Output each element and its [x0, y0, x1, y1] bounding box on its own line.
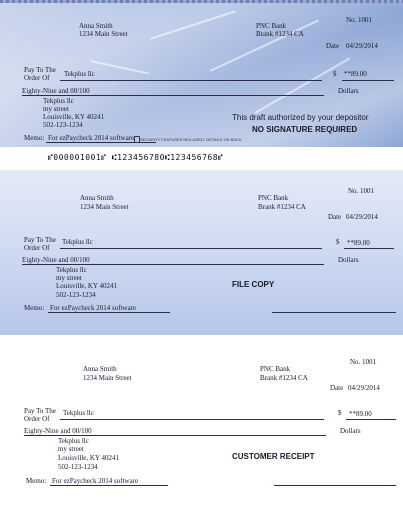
authorized-note: This draft authorized by your depositor — [232, 113, 369, 122]
memo-label: Memo: — [26, 477, 47, 485]
order-of-label: Order Of — [24, 244, 50, 252]
bank-name: PNC Bank — [260, 365, 291, 373]
payee-name: Tekplus llc — [56, 266, 87, 274]
payer-address: 1234 Main Street — [79, 30, 128, 38]
payee-name: Tekplus llc — [58, 437, 89, 445]
security-border — [0, 0, 403, 3]
payee-street: my street — [43, 105, 69, 113]
amount-words: Eighty-Nine and 00/100 — [22, 256, 90, 264]
check-date: 04/29/2014 — [346, 213, 378, 221]
pay-to-label: Pay To The — [24, 66, 56, 74]
check-number: No. 1001 — [346, 16, 373, 24]
order-of-label: Order Of — [24, 415, 50, 423]
bank-name: PNC Bank — [258, 194, 289, 202]
memo-label: Memo: — [24, 134, 45, 142]
bank-branch: Brank #1234 CA — [260, 374, 308, 382]
security-note: SECURITY FEATURES INCLUDED. DETAILS ON BACK — [140, 137, 242, 142]
memo-text: For ezPaycheck 2014 software — [50, 304, 137, 312]
currency-sign: $ — [338, 409, 342, 417]
amount: **89.00 — [344, 70, 367, 78]
payer-name: Anna Smith — [83, 365, 117, 373]
marble-vein — [150, 10, 236, 40]
payee-line: Tekplus llc — [63, 409, 94, 417]
signature-note: NO SIGNATURE REQUIRED — [252, 125, 358, 134]
payer-name: Anna Smith — [80, 194, 114, 202]
payer-address: 1234 Main Street — [83, 374, 132, 382]
payee-city: Louisville, KY 40241 — [56, 282, 117, 290]
pay-to-label: Pay To The — [24, 407, 56, 415]
date-label: Date — [326, 42, 340, 50]
payee-line: Tekplus llc — [62, 238, 93, 246]
bank-branch: Brank #1234 CA — [256, 30, 304, 38]
memo-label: Memo: — [24, 304, 45, 312]
date-label: Date — [328, 213, 342, 221]
signature-line — [272, 312, 396, 313]
marble-vein — [90, 60, 149, 74]
amount-underline — [342, 80, 394, 81]
payee-street: my street — [58, 445, 84, 453]
memo-text: For ezPaycheck 2014 software — [48, 134, 135, 142]
amount-words: Eighty-Nine and 00/100 — [22, 87, 90, 95]
check-number: No. 1001 — [350, 358, 377, 366]
memo-underline — [48, 312, 170, 313]
micr-line: ⑈000001001⑈ ⑆123456780⑆123456768⑈ — [48, 153, 224, 162]
currency-sign: $ — [336, 238, 340, 246]
payee-underline — [60, 248, 322, 249]
file-copy-stub — [0, 170, 403, 335]
bank-branch: Brank #1234 CA — [258, 203, 306, 211]
amount-words-underline — [22, 264, 324, 265]
payee-city: Louisville, KY 40241 — [58, 454, 119, 462]
payer-address: 1234 Main Street — [80, 203, 129, 211]
payee-city: Louisville, KY 40241 — [43, 113, 104, 121]
amount-words: Eighty-Nine and 00/100 — [24, 427, 92, 435]
check-number: No. 1001 — [348, 187, 375, 195]
payee-street: my street — [56, 274, 82, 282]
payee-phone: 502-123-1234 — [56, 291, 96, 299]
customer-receipt-stub — [0, 343, 403, 526]
amount: **89.00 — [349, 410, 372, 418]
customer-receipt-stamp: CUSTOMER RECEIPT — [232, 452, 315, 461]
payee-line: Tekplus llc — [64, 70, 95, 78]
signature-line — [274, 485, 396, 486]
bank-name: PNC Bank — [256, 22, 287, 30]
amount-underline — [346, 419, 396, 420]
payee-phone: 502-123-1234 — [58, 463, 98, 471]
check-date: 04/29/2014 — [348, 384, 380, 392]
amount: **89.00 — [347, 239, 370, 247]
order-of-label: Order Of — [24, 74, 50, 82]
payee-name: Tekplus llc — [43, 97, 74, 105]
currency-sign: $ — [333, 70, 337, 78]
file-copy-stamp: FILE COPY — [232, 280, 275, 289]
dollars-label: Dollars — [338, 256, 359, 264]
amount-words-underline — [24, 435, 326, 436]
pay-to-label: Pay To The — [24, 236, 56, 244]
payee-underline — [60, 419, 324, 420]
amount-words-underline — [22, 95, 324, 96]
amount-underline — [344, 248, 394, 249]
check-date: 04/29/2014 — [346, 42, 378, 50]
date-label: Date — [330, 384, 344, 392]
payer-name: Anna Smith — [79, 22, 113, 30]
original-check — [0, 0, 403, 147]
dollars-label: Dollars — [338, 87, 359, 95]
memo-underline — [50, 485, 168, 486]
payee-phone: 502-123-1234 — [43, 121, 83, 129]
dollars-label: Dollars — [340, 427, 361, 435]
marble-vein — [255, 57, 351, 114]
payee-underline — [60, 80, 322, 81]
memo-text: For ezPaycheck 2014 software — [52, 477, 139, 485]
